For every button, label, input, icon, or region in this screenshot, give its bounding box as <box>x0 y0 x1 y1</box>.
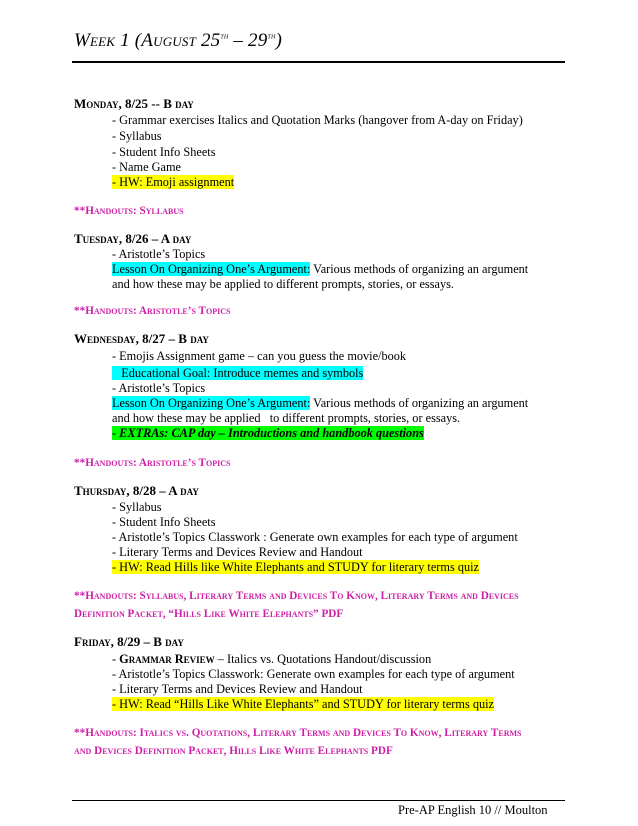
wednesday-goal <box>112 366 363 381</box>
monday-item: - Student Info Sheets <box>112 145 216 159</box>
thursday-item: - Literary Terms and Devices Review and Handout <box>112 545 363 559</box>
title-text: Week 1 (August 25 <box>74 30 221 51</box>
title-rule <box>72 61 565 63</box>
monday-homework-text: - HW: Emoji assignment <box>112 175 235 189</box>
friday-heading: Friday, 8/29 – B day <box>74 634 184 649</box>
wednesday-extra-prefix: - <box>112 426 120 440</box>
monday-heading: Monday, 8/25 -- B day <box>74 96 194 111</box>
monday-item: - Syllabus <box>112 129 162 143</box>
thursday-heading: Thursday, 8/28 – A day <box>74 483 199 498</box>
wednesday-lesson <box>112 396 528 411</box>
wednesday-item: - Emojis Assignment game – can you guess the movie/book <box>112 349 407 363</box>
title-sup-2: th <box>267 31 276 41</box>
friday-item: - Literary Terms and Devices Review and Handout <box>112 682 363 696</box>
thursday-item: - Aristotle’s Topics Classwork : Generate own examples for each type of argument <box>112 530 518 544</box>
friday-handouts: **Handouts: Italics vs. Quotations, Literary Terms and Devices To Know, Literary Terms <box>74 727 522 739</box>
friday-homework-text: - HW: Read “Hills Like White Elephants” and STUDY for literary terms quiz <box>112 697 495 711</box>
wednesday-lesson-line2: and how these may be applied to different prompts, stories, or essays. <box>112 411 461 425</box>
wednesday-heading: Wednesday, 8/27 – B day <box>74 331 209 346</box>
page-title <box>74 30 282 52</box>
wednesday-extra <box>112 426 424 441</box>
friday-handouts-line2: and Devices Definition Packet, Hills Like White Elephants PDF <box>74 745 393 757</box>
tuesday-heading: Tuesday, 8/26 – A day <box>74 231 192 246</box>
thursday-handouts: **Handouts: Syllabus, Literary Terms and Devices To Know, Literary Terms and Devices <box>74 590 519 602</box>
wednesday-item: - Aristotle’s Topics <box>112 381 206 395</box>
grammar-review-label: Grammar Review <box>119 652 215 666</box>
monday-homework <box>112 175 234 190</box>
tuesday-lesson <box>112 262 528 277</box>
wednesday-handouts: **Handouts: Aristotle’s Topics <box>74 457 231 469</box>
friday-item-prefix: - <box>112 652 120 666</box>
title-text-middle: – 29 <box>228 30 268 51</box>
monday-item: - Name Game <box>112 160 181 174</box>
friday-item <box>112 652 431 667</box>
monday-handouts: **Handouts: Syllabus <box>74 205 184 217</box>
title-sup-1: th <box>220 31 229 41</box>
tuesday-item: - Aristotle’s Topics <box>112 247 206 261</box>
footer-rule <box>72 800 565 801</box>
monday-item: - Grammar exercises Italics and Quotation Marks (hangover from A-day on Friday) <box>112 113 523 127</box>
tuesday-lesson-label: Lesson On Organizing One’s Argument: <box>112 262 311 276</box>
wednesday-goal-text: Educational Goal: Introduce memes and symbols <box>112 366 364 380</box>
thursday-item: - Syllabus <box>112 500 162 514</box>
thursday-homework-text: - HW: Read Hills like White Elephants and STUDY for literary terms quiz <box>112 560 479 574</box>
friday-homework <box>112 697 494 712</box>
tuesday-lesson-text: Various methods of organizing an argument <box>310 262 529 276</box>
page-footer: Pre-AP English 10 // Moulton <box>398 803 548 817</box>
wednesday-lesson-label: Lesson On Organizing One’s Argument: <box>112 396 311 410</box>
title-text-end: ) <box>275 30 283 51</box>
wednesday-lesson-text: Various methods of organizing an argument <box>310 396 529 410</box>
thursday-item: - Student Info Sheets <box>112 515 216 529</box>
thursday-handouts-line2: Definition Packet, “Hills Like White Elephants” PDF <box>74 608 344 620</box>
thursday-homework <box>112 560 479 575</box>
tuesday-lesson-line2: and how these may be applied to different prompts, stories, or essays. <box>112 277 454 291</box>
tuesday-handouts: **Handouts: Aristotle’s Topics <box>74 305 231 317</box>
friday-item-rest: – Italics vs. Quotations Handout/discussion <box>214 652 432 666</box>
wednesday-extra-text: EXTRAs: CAP day – Introductions and handbook questions <box>119 426 424 440</box>
friday-item: - Aristotle’s Topics Classwork: Generate own examples for each type of argument <box>112 667 515 681</box>
